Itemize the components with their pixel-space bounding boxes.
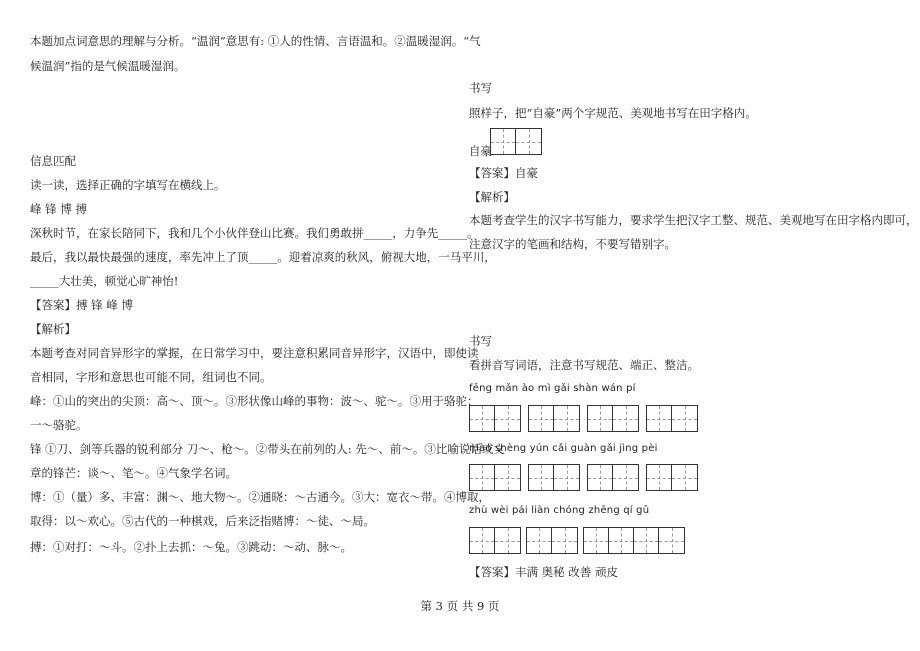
character-options: 峰 锋 博 搏 (30, 202, 87, 216)
question-prompt: 读一读，选择正确的字填写在横线上。 (30, 178, 226, 192)
grid-cell (613, 406, 638, 431)
tianzige-grid (469, 405, 521, 432)
grid-cell (659, 528, 684, 553)
passage-line: _____大壮美，顿觉心旷神怡! (30, 274, 179, 288)
grid-cell (516, 129, 541, 154)
tianzige-row (469, 527, 685, 554)
sample-word: 自豪 (469, 144, 492, 158)
grid-cell (529, 465, 554, 490)
grid-cell (647, 465, 672, 490)
analysis-line: 章的锋芒：谈～、笔～。④气象学名词。 (30, 466, 237, 480)
tianzige-grid (587, 405, 639, 432)
grid-cell (588, 465, 613, 490)
grid-cell (554, 465, 579, 490)
tianzige-grid (587, 464, 639, 491)
tianzige-grid (528, 405, 580, 432)
tianzige-grid (469, 527, 521, 554)
analysis-line: 取得：以～欢心。⑤古代的一种棋戏，后来泛指赌博：～徒、～局。 (30, 514, 375, 528)
grid-cell (647, 406, 672, 431)
question-type-label: 书写 (469, 334, 492, 348)
tianzige-grid (528, 464, 580, 491)
answer-line: 【答案】自豪 (469, 166, 538, 180)
explain-line-1: 本题加点词意思的理解与分析。“温润”意思有: ①人的性情、言语温和。②温暖湿润。“气 (30, 34, 481, 48)
analysis-label: 【解析】 (30, 322, 76, 336)
grid-cell (470, 406, 495, 431)
question-prompt: 照样子，把“自豪”两个字规范、美观地书写在田字格内。 (469, 106, 757, 120)
grid-cell (527, 528, 552, 553)
analysis-line: 音相同，字形和意思也可能不同，组词也不同。 (30, 370, 272, 384)
analysis-line: 搏：①对打：～斗。②扑上去抓：～兔。③跳动：～动、脉～。 (30, 540, 352, 554)
grid-cell (609, 528, 634, 553)
grid-cell (470, 528, 495, 553)
tianzige-grid (646, 405, 698, 432)
answer-line: 【答案】搏 锋 峰 博 (30, 298, 133, 312)
grid-cell (634, 528, 659, 553)
grid-cell (495, 406, 520, 431)
pinyin-row: zhù wèi pái liàn chóng zhēng qí gǔ (469, 505, 650, 516)
grid-cell (491, 129, 516, 154)
analysis-line: 本题考查对同音异形字的掌握，在日常学习中，要注意积累同音异形字，汉语中，即使读 (30, 346, 479, 360)
grid-cell (529, 406, 554, 431)
tianzige-row (469, 464, 698, 491)
analysis-line: 博：①（量）多、丰富：渊～、地大物～。②通晓：～古通今。③大：宽衣～带。④博取， (30, 490, 490, 504)
grid-cell (672, 406, 697, 431)
question-type-label: 书写 (469, 81, 492, 95)
analysis-line: 峰：①山的突出的尖顶：高～、顶～。③形状像山峰的事物：波～、驼～。③用于骆驼： (30, 394, 479, 408)
question-type-label: 信息匹配 (30, 154, 76, 168)
grid-cell (588, 406, 613, 431)
pinyin-row: mào shèng yún cǎi guàn gǎi jìng pèi (469, 443, 658, 454)
grid-cell (554, 406, 579, 431)
page-number-footer: 第 3 页 共 9 页 (420, 599, 500, 613)
analysis-line: 注意汉字的笔画和结构，不要写错别字。 (469, 237, 676, 251)
pinyin-row: fēng mǎn ào mì gǎi shàn wán pí (469, 383, 636, 394)
grid-cell (552, 528, 577, 553)
passage-line: 深秋时节，在家长陪同下，我和几个小伙伴登山比赛。我们勇敢拼_____，力争先_____。 (30, 226, 479, 240)
question-prompt: 看拼音写词语，注意书写规范、端正、整洁。 (469, 358, 699, 372)
grid-cell (613, 465, 638, 490)
tianzige-row (469, 405, 698, 432)
grid-cell (495, 465, 520, 490)
tianzige-grid (646, 464, 698, 491)
passage-line: 最后，我以最快最强的速度，率先冲上了顶_____。迎着凉爽的秋风，俯视大地，一马平川， (30, 250, 496, 264)
grid-cell (672, 465, 697, 490)
analysis-line: 本题考查学生的汉字书写能力，要求学生把汉字工整、规范、美观地写在田字格内即可， (469, 213, 918, 227)
tianzige-sample (490, 128, 542, 155)
analysis-line: 一～骆驼。 (30, 418, 88, 432)
grid-cell (584, 528, 609, 553)
tianzige-grid (469, 464, 521, 491)
grid-cell (470, 465, 495, 490)
analysis-label: 【解析】 (469, 190, 515, 204)
tianzige-grid (490, 128, 542, 155)
analysis-line: 锋 ①刀、剑等兵器的锐利部分 刀～、枪～。②带头在前列的人: 先～、前～。③比喻说话或文 (30, 442, 505, 456)
tianzige-grid (526, 527, 578, 554)
grid-cell (495, 528, 520, 553)
tianzige-grid (583, 527, 685, 554)
answer-line: 【答案】丰满 奥秘 改善 顽皮 (469, 565, 618, 579)
explain-line-2: 候温润”指的是气候温暖湿润。 (30, 59, 186, 73)
